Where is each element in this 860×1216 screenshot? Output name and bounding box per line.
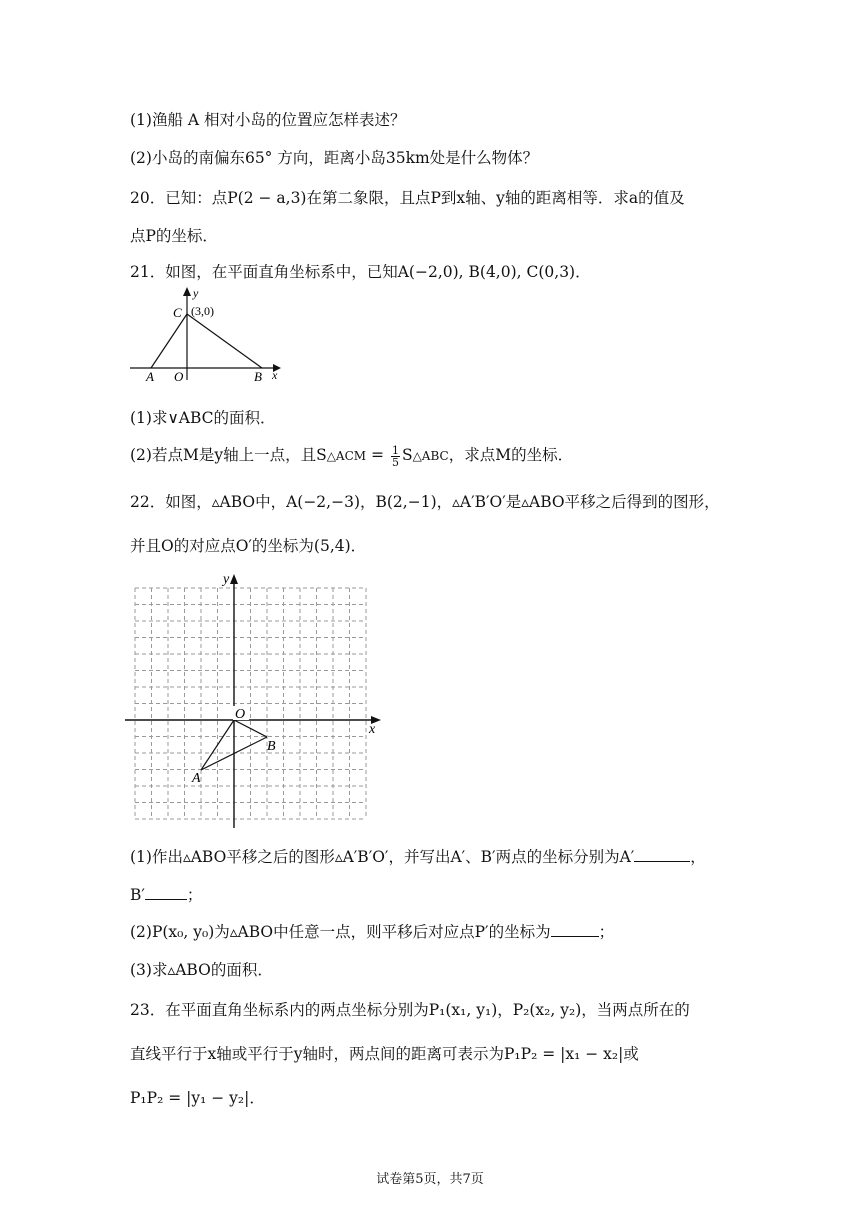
q21-part1: (1)求∨ABC的面积． (130, 409, 276, 427)
q22-origin: O (235, 707, 246, 722)
q21-x-axis-label: x (272, 368, 278, 382)
q22-part1-cont: B′ ； (130, 886, 203, 904)
q22-part3: (3)求▵ABO的面积． (130, 961, 273, 979)
q21-point-c-coords: (3,0) (191, 304, 214, 318)
q22-part2: (2)P(x₀, y₀)为▵ABO中任意一点，则平移后对应点P′的坐标为 ； (130, 923, 615, 941)
q21-y-axis-label: y (193, 286, 199, 300)
q21-line1: 21．如图，在平面直角坐标系中，已知A(−2,0), B(4,0), C(0,3)． (130, 263, 591, 281)
q21-origin: O (174, 369, 184, 384)
q19-part1: (1)渔船 A 相对小岛的位置应怎样表述？ (130, 111, 406, 129)
q21-point-c: C (173, 305, 182, 320)
q22-grid-figure (125, 570, 390, 832)
q22-line1: 22．如图，▵ABO中，A(−2,−3)，B(2,−1)，▵A′B′O′是▵ABO平移之后得到的图形， (130, 493, 720, 511)
q22-point-a: A (192, 771, 201, 786)
page-footer: 试卷第5页，共7页 (376, 1172, 484, 1187)
q22-point-b: B (267, 739, 276, 754)
answer-blank-b-prime[interactable] (145, 899, 187, 900)
answer-blank-a-prime[interactable] (634, 861, 690, 862)
q22-y-axis-label: y (223, 572, 230, 587)
q22-line2: 并且O的对应点O′的坐标为(5,4)． (130, 537, 367, 555)
q22-part1: (1)作出▵ABO平移之后的图形▵A′B′O′，并写出A′、B′两点的坐标分别为A′ ， (130, 848, 706, 866)
q23-line3: P₁P₂ = |y₁ − y₂|． (130, 1089, 265, 1107)
q22-x-axis-label: x (369, 722, 376, 737)
q21-point-b: B (254, 369, 262, 384)
q23-line2: 直线平行于x轴或平行于y轴时，两点间的距离可表示为P₁P₂ = |x₁ − x₂|或 (130, 1045, 639, 1063)
q21-point-a: A (146, 369, 154, 384)
q23-line1: 23．在平面直角坐标系内的两点坐标分别为P₁(x₁, y₁)，P₂(x₂, y₂)，当两点所在的 (130, 1001, 690, 1019)
answer-blank-p-prime[interactable] (551, 936, 599, 937)
q21-triangle-figure (125, 280, 290, 385)
fraction-one-fifth: $\frac{1}{5}$ (391, 443, 399, 469)
q19-part2: (2)小岛的南偏东65° 方向，距离小岛35km处是什么物体？ (130, 149, 539, 167)
q20-line1: 20．已知：点P(2 − a,3)在第二象限，且点P到x轴、y轴的距离相等．求a的值及 (130, 189, 685, 207)
q20-line2: 点P的坐标． (130, 227, 218, 245)
q21-part2: (2)若点M是y轴上一点，且S△ACM = $\frac{1}{5}$ S△ABC，求点M的坐标． (130, 443, 574, 469)
